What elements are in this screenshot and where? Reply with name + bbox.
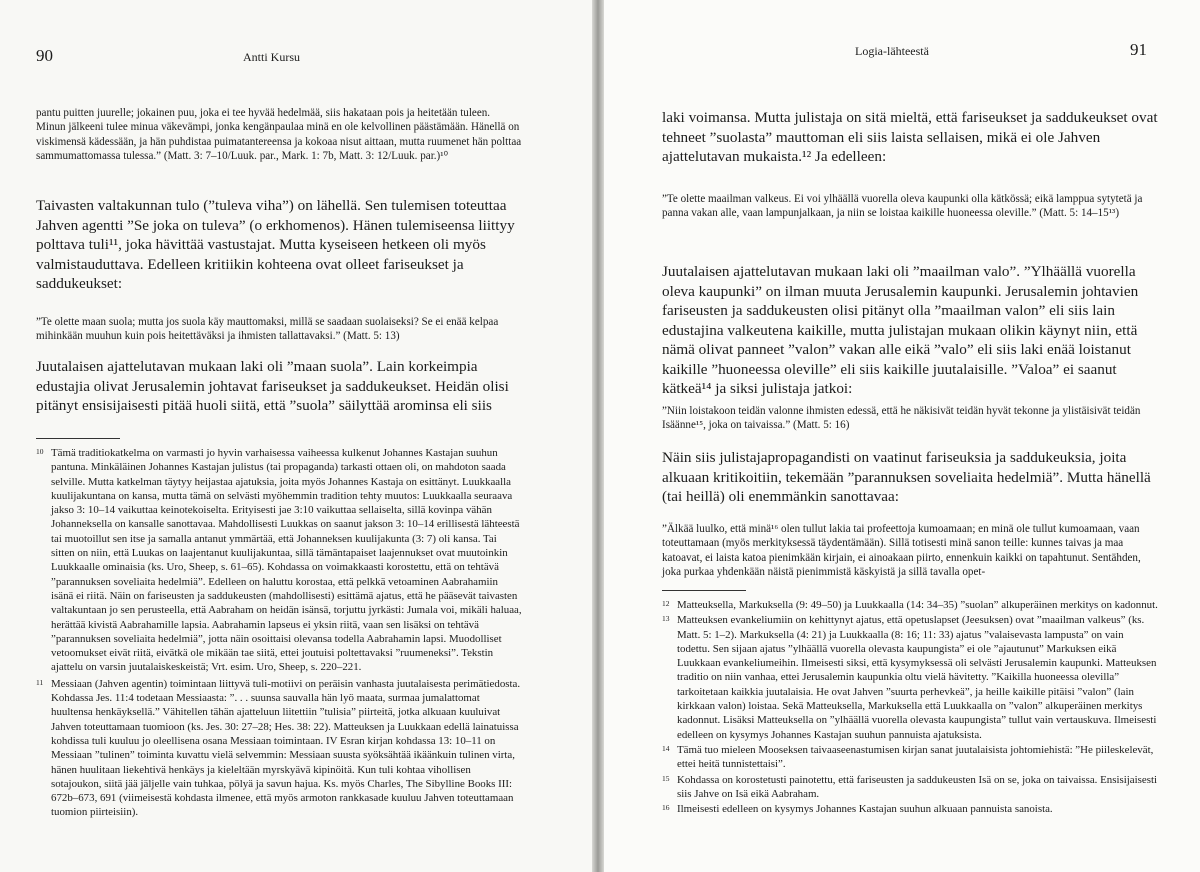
- quote-block: ”Niin loistakoon teidän valonne ihmisten edessä, että he näkisivät teidän hyvät tekonne ja ylistäisivät teidän Isäänne¹⁵, joka on taivaissa.” (Matt. 5: 16): [662, 405, 1141, 432]
- footnotes: [36, 446, 522, 820]
- body-paragraph: Taivasten valtakunnan tulo (”tuleva viha”) on lähellä. Sen tulemisen toteuttaa Jahven agentti ”Se joka on tuleva” (o erkhomenos). Hänen tulemiseensa liittyy polttava tuli¹¹, joka hävittää vastustajat. Mutta kyseiseen hetkeen oli myös valmistauduttava. Edelleen kritiikin kohteena ovat olleet fariseukset ja saddukeukset:: [36, 197, 515, 292]
- left-page: [0, 0, 592, 872]
- quote-block: ”Älkää luulko, että minä¹⁶ olen tullut lakia tai profeettoja kumoamaan; en minä ole tullut kumoamaan, vaan toteuttamaan (myös merkityksessä täydentämään). Sillä totisesti minä sanon teille: kunnes taivas ja maa katoavat, ei laista katoa pienimkään kirjain, ei ainoakaan piirto, ennenkuin kaikki on tapahtunut. Sentähden, joka purkaa yhdenkään näistä pienimmistä käskyistä ja sillä tavalla opet-: [662, 523, 1141, 579]
- footnote: [662, 773, 1158, 802]
- body-paragraph: Näin siis julistajapropagandisti on vaatinut fariseuksia ja saddukeuksia, joita alkuaan kritikoitiin, tekemään ”parannuksen soveliaita hedelmiä”. Mutta hänellä (tai heillä) oli enemmänkin sanottavaa:: [662, 449, 1151, 505]
- footnote-number: 13: [662, 614, 670, 624]
- quote-block: ”Te olette maan suola; mutta jos suola käy mauttomaksi, millä se saadaan suolaiseksi? Se ei enää kelpaa mihinkään muuhun kuin pois heitettäväksi ja ihmisten tallattavaksi.” (Matt. 5: 13): [36, 316, 499, 343]
- footnote: [36, 446, 522, 675]
- footnotes: [662, 598, 1158, 816]
- footnote: [662, 598, 1158, 612]
- footnote-text: Messiaan (Jahven agentin) toimintaan liittyvä tuli-motiivi on peräisin vanhasta juutalaisesta perimätiedosta. Kohdassa Jes. 11:4 todetaan Messiaasta: ”. . . suunsa sauvalla hän lyö maata, surmaa jumalattomat huultensa henkäyksellä.” Vähitellen tähän ajatteluun liitettiin ”tulisia” piirteitä, jotka alkuaan kuuluivat Jahven toteuttamaan tuomioon (ks. Jes. 30: 27–28; Hes. 38: 22). Matteuksen ja Luukkaan edellä lainatuissa kohdissa tuli kuuluu jo oleellisena osana Messiaan toimintaan. IV Esran kirjan kohdassa 13: 10–11 on Messiaan ”tulinen” toiminta kuvattu vielä selvemmin: Messiaan suusta syöksähtää ikäänkuin tulinen virta, hänen huulitaan liekehtivä henkäys ja kieleltään myrskyävä kipinöitä. Kun tuli kohtaa vihollisen sotajoukon, siitä jää jäljelle vain tuhkaa, pölyä ja savun hajua. Ks. myös Charles, The Sibylline Books III: 672b–673, 691 (viimeisestä kohdasta ilmenee, että myös armoton rankkasade kuuluu Jahven toteuttamaan tuomion piirteisiin).: [51, 677, 521, 819]
- footnote: [36, 677, 522, 820]
- quote-block: ”Te olette maailman valkeus. Ei voi ylhäällä vuorella oleva kaupunki olla kätkössä; eikä lamppua sytytetä ja panna vakan alle, vaan lampunjalkaan, ja niin se loistaa kaikille huoneessa oleville.” (Matt. 5: 14–15¹³): [662, 193, 1143, 220]
- body-paragraph: Juutalaisen ajattelutavan mukaan laki oli ”maailman valo”. ”Ylhäällä vuorella oleva kaupunki” on ilman muuta Jerusalemin kaupunki. Jerusalemin johtavien fariseusten ja saddukeusten olisi pitänyt olla ”maailman valon” eli siis lain edustajina valkeutena kaikille, mutta julistajan mukaan olikin käynyt niin, että nämä olivat panneet ”valon” vakan alle eikä ”valo” eli siis laki enää loistanut kaikille ”huoneessa oleville” eli siis kaikille juutalaisille. ”Valoa” ei saanut kätkeä¹⁴ ja siksi julistaja jatkoi:: [662, 263, 1139, 397]
- footnote-text: Kohdassa on korostetusti painotettu, että fariseusten ja saddukeusten Isä on se, joka on taivaissa. Ensisijaisesti siis Jahve on Isä eikä Aabraham.: [677, 773, 1157, 800]
- footnote: [662, 743, 1158, 772]
- footnote-number: 11: [36, 677, 44, 687]
- running-head: Antti Kursu: [243, 50, 300, 64]
- footnote-number: 10: [36, 447, 44, 456]
- footnote-number: 14: [662, 743, 670, 753]
- footnote-text: Matteuksella, Markuksella (9: 49–50) ja Luukkaalla (14: 34–35) ”suolan” alkuperäinen merkitys on kadonnut.: [677, 599, 1158, 611]
- running-head: Logia-lähteestä: [855, 44, 929, 58]
- footnote-text: Tämä tuo mieleen Mooseksen taivaaseenastumisen kirjan sanat juutalaisista johtomiehistä: ”He piileskelevät, ettei heitä tunnistettaisi”.: [677, 743, 1154, 771]
- footnote-text: Matteuksen evankeliumiin on kehittynyt ajatus, että opetuslapset (Jeesuksen) ovat ”maailman valkeus” (ks. Matt. 5: 1–2). Markuksella (4: 21) ja Luukkaalla (8: 16; 11: 33) ajatus ”valaisevasta lampusta” on vain todettu. Sen sijaan ajatus ”ylhäällä vuorella olevasta kaupungista” ei ole ”ajautunut” Markuksen eikä Luukkaan evankeliumeihin. Ilmeisesti siksi, että kysymyksessä oli selvästi Jerusalemin kaupunki. Matteuksen traditio on niin vanhaa, ettei Jerusalemin kaupunkia oltu vielä hävitetty. ”Kaikilla huoneessa olevilla” tarkoitetaan kaikkia juutalaisia. He ovat Jahven ”suurta perhevkeä”, ja heille kaikille pitäisi ”valon” (lain kirkkaan valon) loistaa. Sekä Matteuksella, Markuksella että Luukkaalla on ”valon” alkuperäinen merkitys kadonnut. Lisäksi Matteuksella on ”ylhäällä vuorella olevasta kaupungista” tullut vain vertauskuva. Ilmeisesti edelleen on kysymys Johannes Kastajan suuhun pannuista ajatuksista.: [677, 614, 1157, 741]
- footnote-number: 16: [662, 803, 670, 813]
- footnote-number: 15: [662, 773, 670, 783]
- page-number: 91: [1130, 40, 1147, 59]
- page-number: 90: [36, 46, 53, 65]
- footnote-number: 12: [662, 599, 670, 608]
- footnote-text: Ilmeisesti edelleen on kysymys Johannes Kastajan suuhun alkuaan pannuista sanoista.: [677, 803, 1053, 816]
- footnote: [662, 802, 1158, 816]
- footnote-rule: [662, 590, 746, 591]
- right-page: [604, 0, 1200, 872]
- body-paragraph: Juutalaisen ajattelutavan mukaan laki oli ”maan suola”. Lain korkeimpia edustajia olivat Jerusalemin johtavat fariseukset ja saddukeukset. Heidän olisi pitänyt ensisijaisesti pitää huoli siitä, että ”suola” säilyttää arominsa eli siis: [36, 358, 509, 414]
- footnote: [662, 613, 1158, 742]
- footnote-rule: [36, 438, 120, 439]
- book-gutter: [592, 0, 604, 872]
- footnote-text: Tämä traditiokatkelma on varmasti jo hyvin varhaisessa vaiheessa kulkenut Johannes Kastajan suuhun pantuna. Minkäläinen Johannes Kastajan julistus (tai propaganda) tarkasti ottaen oli, on mahdoton saada selville. Mutta katkelman täytyy heijastaa ajatuksia, joita myös Johannes Kastaja on esittänyt. Luukkaalla kuulijakuntana on kansa, mutta tämä on selvästi myöhemmin tradition tehty muutos: Luukkaalla seuraava jakso 3: 10–14 vaikuttaa keinotekoiselta. Erityisesti jae 3:10 vaikuttaa sellaiselta, sillä kovinpa vähän Johanneksella on kansalle sanottavaa. Mahdollisesti Luukkas on saanut jakson 3: 10–14 erillisestä lähteestä tai muotoillut sen itse ja samalla antanut ymmärtää, että Johanneksen kuulijakunta (3: 7) oli kansa. Tai sitten on niin, että Luukas on laajentanut kuulijakuntaa, sillä tämäntapaiset laajennukset ovat muutoinkin Luukkaalle ominaisia (ks. Uro, Sheep, s. 61–65). Kohdassa on voimakkaasti korostettu, että on tehtävä ”parannuksen soveliaita hedelmiä”. Edelleen on haluttu korostaa, että pelkkä vetoaminen Aabrahamiin isänä ei riitä. Näin on fariseusten ja saddukeusten (mahdollisesti) esittämä ajatus, että he pääsevät taivasten valtakuntaan jo sen perusteella, että Aabraham on heidän isänsä, torjuttu jyrkästi: Jumala voi, mikäli haluaa, herättää kivistä Aabrahamille lapsia. Aabrahamin lapseus ei yksin riitä, vaan sen lisäksi on tehtävä ”parannuksen soveliaita hedelmiä”, jotta näin osoittaisi olevansa todella Aabrahamin lapsi. Muodolliset vetoomukset eivät riitä, eivätkä ole mikään tae siitä, ettei joutuisi poltettavaksi ”ruumeneksi”. Tekstin ajattelu on varsin juutalaiskeskeistä; Vrt. esim. Uro, Sheep, s. 220–221.: [51, 447, 522, 674]
- body-paragraph: laki voimansa. Mutta julistaja on sitä mieltä, että fariseukset ja saddukeukset ovat tehneet ”suolasta” mauttoman eli siis laista sellaisen, mikä ei ole Jahven ajattelutavan mukaista.¹² Ja edelleen:: [662, 109, 1158, 165]
- quote-block: pantu puitten juurelle; jokainen puu, joka ei tee hyvää hedelmää, siis hakataan pois ja heitetään tuleen. Minun jälkeeni tulee minua väkevämpi, jonka kengänpaulaa minä en ole kelvollinen päästämään. Hänellä on viskimensä kädessään, ja hän puhdistaa puimatantereensa ja kokoaa nisut aittaan, mutta ruumenet hän polttaa sammumattomassa tulessa.” (Matt. 3: 7–10/Luuk. par., Mark. 1: 7b, Matt. 3: 12/Luuk. par.)¹⁰: [36, 107, 522, 163]
